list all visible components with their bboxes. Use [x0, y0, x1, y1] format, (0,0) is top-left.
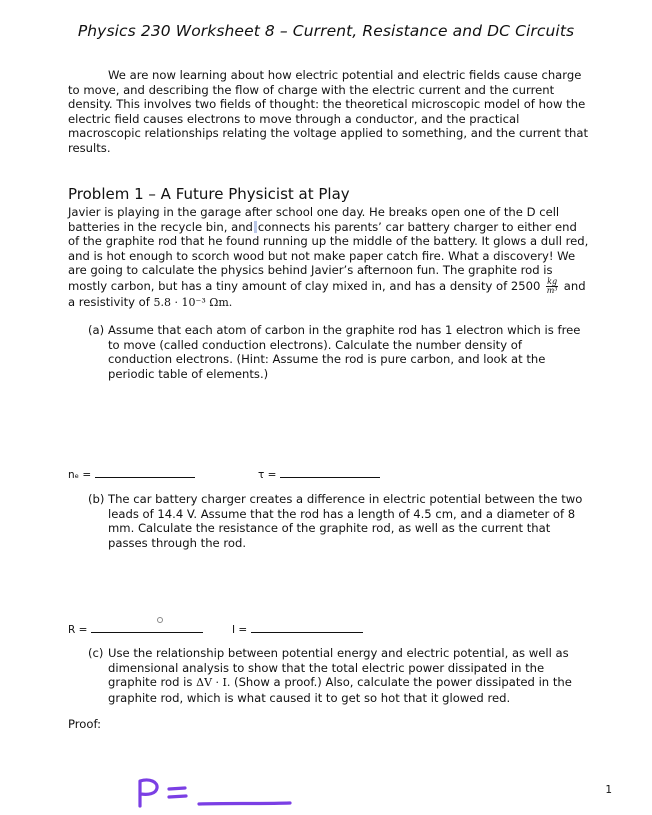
part-c-body [108, 646, 588, 705]
part-a-label: (a) [88, 323, 105, 337]
answer-ne-label: nₑ = [68, 469, 92, 481]
answer-i-blank[interactable] [251, 622, 363, 633]
part-c-text-a: Use the relationship between potential energy and electric potential, as well as dimensional analysis to show that the total electric power dissipated in the graphite rod is [108, 646, 569, 690]
intro-paragraph [68, 68, 590, 156]
part-c-text-b: (Show a proof.) Also, calculate the power dissipated in the graphite rod, which is what caused it to get so hot that it glowed red. [108, 675, 572, 705]
part-b [88, 492, 588, 550]
worksheet-title: Physics 230 Worksheet 8 – Current, Resistance and DC Circuits [77, 22, 575, 40]
handwritten-answer-text [136, 775, 137, 776]
density-unit-num: kg [547, 276, 558, 286]
problem-text-b: connects his parents’ car battery charger to either end of the graphite rod that he found running up the middle of the battery. It glows a dull red, and is hot enough to scorch wood but not make paper catch fire. What a discovery! We are going to calculate the physics behind Javier’s afternoon fun. The graphite rod is mostly carbon, but has a tiny amount of clay mixed in, and has a density of 2500 [68, 219, 589, 293]
part-c-math: ΔV · I. [196, 676, 231, 690]
part-a [88, 323, 588, 381]
page-number: 1 [605, 784, 612, 796]
density-unit-den: m³ [546, 285, 558, 295]
handwritten-answer [136, 775, 296, 815]
small-circle-mark [157, 617, 163, 623]
answer-tau-label: τ = [258, 469, 277, 481]
answer-tau [258, 467, 380, 481]
handwritten-answer-drawing [136, 775, 296, 811]
intro-text: We are now learning about how electric potential and electric fields cause charge to move, and describing the flow of charge with the electric current and the current density. This involves two fields of thought: the theoretical microscopic model of how the electric field causes electrons to move through a conductor, and the practical macroscopic relationships relating the voltage applied to something, and the current that results. [68, 68, 589, 155]
answer-ne-blank[interactable] [95, 467, 195, 478]
part-a-text: Assume that each atom of carbon in the graphite rod has 1 electron which is free to move (called conduction electrons). Calculate the number density of conduction electrons. (Hint: Assume the rod is pure carbon, and look at the periodic table of elements.) [108, 323, 581, 381]
density-unit [546, 278, 558, 295]
part-b-label: (b) [88, 492, 105, 506]
problem-title: Problem 1 – A Future Physicist at Play [68, 185, 350, 203]
problem-text-a: Javier is playing in the garage after school one day. He breaks open one of the D cell batteries in the recycle bin, and [68, 205, 560, 234]
problem-text-c: and a resistivity of [68, 278, 586, 309]
part-b-text: The car battery charger creates a difference in electric potential between the two leads of 14.4 V. Assume that the rod has a length of 4.5 cm, and a diameter of 8 mm. Calculate the resistance of the graphite rod, as well as the current that passes through the rod. [108, 492, 583, 550]
answer-tau-blank[interactable] [280, 467, 380, 478]
answer-r [68, 622, 203, 636]
resistivity-value: 5.8 · 10⁻³ Ωm. [153, 295, 233, 309]
part-c-label: (c) [88, 646, 104, 660]
proof-label: Proof: [68, 717, 102, 731]
answer-r-label: R = [68, 624, 88, 636]
text-cursor [254, 221, 257, 233]
answer-i [232, 622, 363, 636]
problem-description [68, 205, 590, 311]
part-c [88, 646, 588, 705]
answer-r-blank[interactable] [91, 622, 203, 633]
answer-ne [68, 467, 195, 481]
answer-i-label: I = [232, 624, 248, 636]
